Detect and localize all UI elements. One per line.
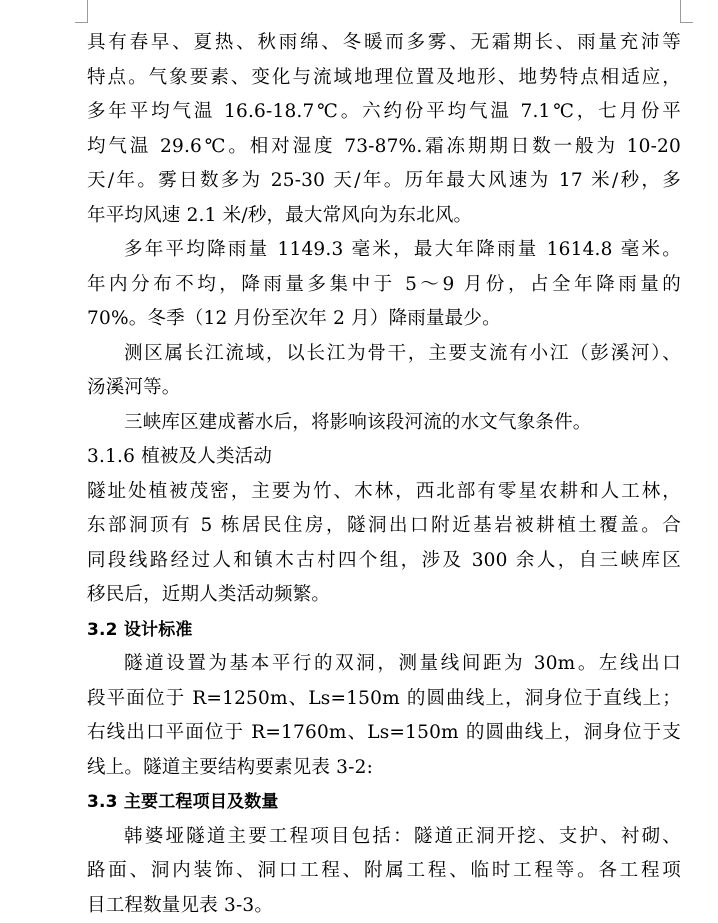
reservoir-paragraph <box>87 406 681 441</box>
text-line: 多年平均降雨量 1149.3 毫米，最大年降雨量 1614.8 毫米。 <box>87 233 681 268</box>
section-heading: 3.1.6 植被及人类活动 <box>87 440 681 475</box>
text-line: 具有春早、夏热、秋雨绵、冬暖而多雾、无霜期长、雨量充沛等 <box>87 26 681 61</box>
text-line: 右线出口平面位于 R=1760m、Ls=150m 的圆曲线上，洞身位于支 <box>87 716 681 751</box>
page-corner-left <box>75 0 88 23</box>
text-line: 隧址处植被茂密，主要为竹、木林，西北部有零星农耕和人工林， <box>87 475 681 510</box>
section-heading: 3.3 主要工程项目及数量 <box>87 785 681 820</box>
works-paragraph <box>87 820 681 923</box>
text-line: 目工程数量见表 3-3。 <box>87 889 681 923</box>
text-line: 汤溪河等。 <box>87 371 681 406</box>
river-paragraph <box>87 337 681 406</box>
text-line: 三峡库区建成蓄水后，将影响该段河流的水文气象条件。 <box>87 406 681 441</box>
text-line: 路面、洞内装饰、洞口工程、附属工程、临时工程等。各工程项 <box>87 854 681 889</box>
section-heading: 3.2 设计标准 <box>87 613 681 648</box>
design-paragraph <box>87 647 681 785</box>
text-line: 移民后，近期人类活动频繁。 <box>87 578 681 613</box>
text-line: 均气温 29.6℃。相对湿度 73-87%.霜冻期期日数一般为 10-20 <box>87 130 681 165</box>
document-page <box>87 26 681 923</box>
text-line: 同段线路经过人和镇木古村四个组，涉及 300 余人，自三峡库区 <box>87 544 681 579</box>
page-corner-right <box>680 0 693 23</box>
text-line: 特点。气象要素、变化与流域地理位置及地形、地势特点相适应， <box>87 61 681 96</box>
text-line: 隧道设置为基本平行的双洞，测量线间距为 30m。左线出口 <box>87 647 681 682</box>
text-line: 年平均风速 2.1 米/秒，最大常风向为东北风。 <box>87 199 681 234</box>
text-line: 线上。隧道主要结构要素见表 3-2: <box>87 751 681 786</box>
text-line: 多年平均气温 16.6-18.7℃。六约份平均气温 7.1℃，七月份平 <box>87 95 681 130</box>
text-line: 年内分布不均，降雨量多集中于 5～9 月份，占全年降雨量的 <box>87 268 681 303</box>
text-line: 段平面位于 R=1250m、Ls=150m 的圆曲线上，洞身位于直线上； <box>87 682 681 717</box>
text-line: 东部洞顶有 5 栋居民住房，隧洞出口附近基岩被耕植土覆盖。合 <box>87 509 681 544</box>
vegetation-paragraph <box>87 475 681 613</box>
text-line: 70%。冬季（12 月份至次年 2 月）降雨量最少。 <box>87 302 681 337</box>
rainfall-paragraph <box>87 233 681 337</box>
text-line: 韩婆垭隧道主要工程项目包括：隧道正洞开挖、支护、衬砌、 <box>87 820 681 855</box>
text-line: 测区属长江流域，以长江为骨干，主要支流有小江（彭溪河）、 <box>87 337 681 372</box>
text-line: 天/年。雾日数多为 25-30 天/年。历年最大风速为 17 米/秒，多 <box>87 164 681 199</box>
climate-paragraph <box>87 26 681 233</box>
